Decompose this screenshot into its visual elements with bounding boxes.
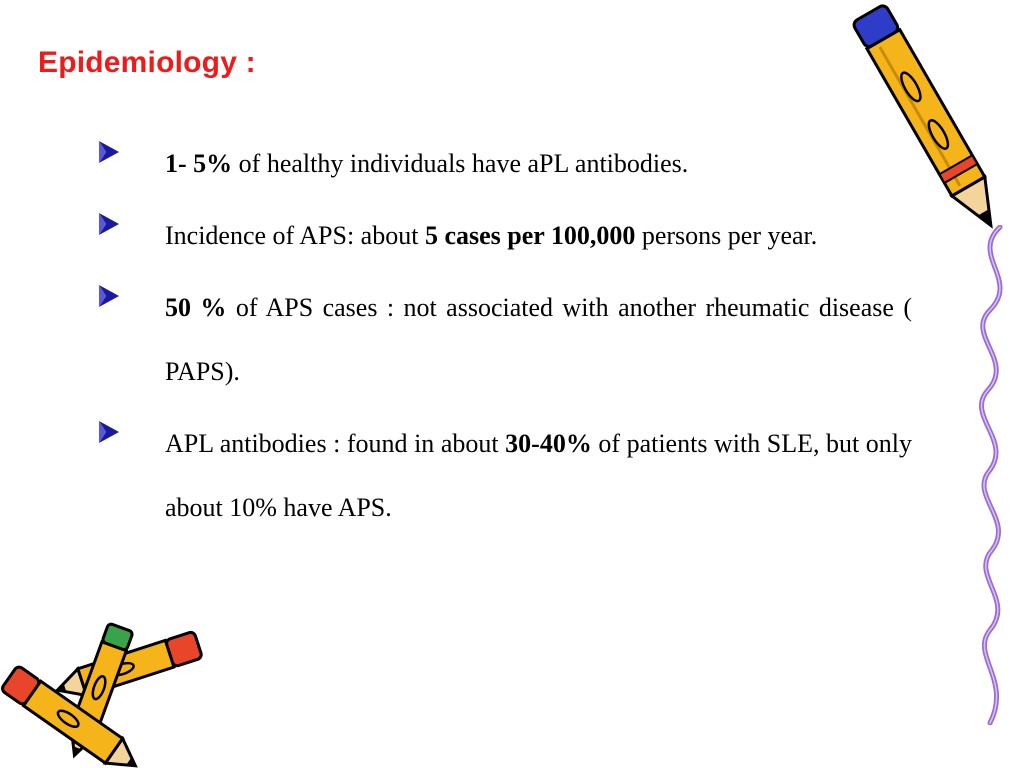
bullet-text: 50 % of APS cases : not associated with another rheumatic disease ( PAPS). [165,293,912,386]
pencil-clipart-icon [850,2,1010,247]
arrowhead-bullet-icon [97,212,121,236]
bullet-text: 1- 5% of healthy individuals have aPL antibodies. [165,149,689,178]
arrowhead-bullet-icon [97,284,121,308]
pencils-clipart-icon [0,618,210,768]
arrowhead-bullet-icon [97,420,121,444]
bullet-item [97,412,912,540]
slide-title: Epidemiology : [38,46,256,79]
bullet-item [97,132,912,196]
bullet-item [97,276,912,404]
bullet-item [97,204,912,268]
bullet-list [97,132,912,548]
bullet-text: Incidence of APS: about 5 cases per 100,000 persons per year. [165,221,818,250]
arrowhead-bullet-icon [97,140,121,164]
bullet-text: APL antibodies : found in about 30-40% of patients with SLE, but only about 10% have APS. [165,429,913,522]
squiggle-line-icon [960,225,1024,725]
